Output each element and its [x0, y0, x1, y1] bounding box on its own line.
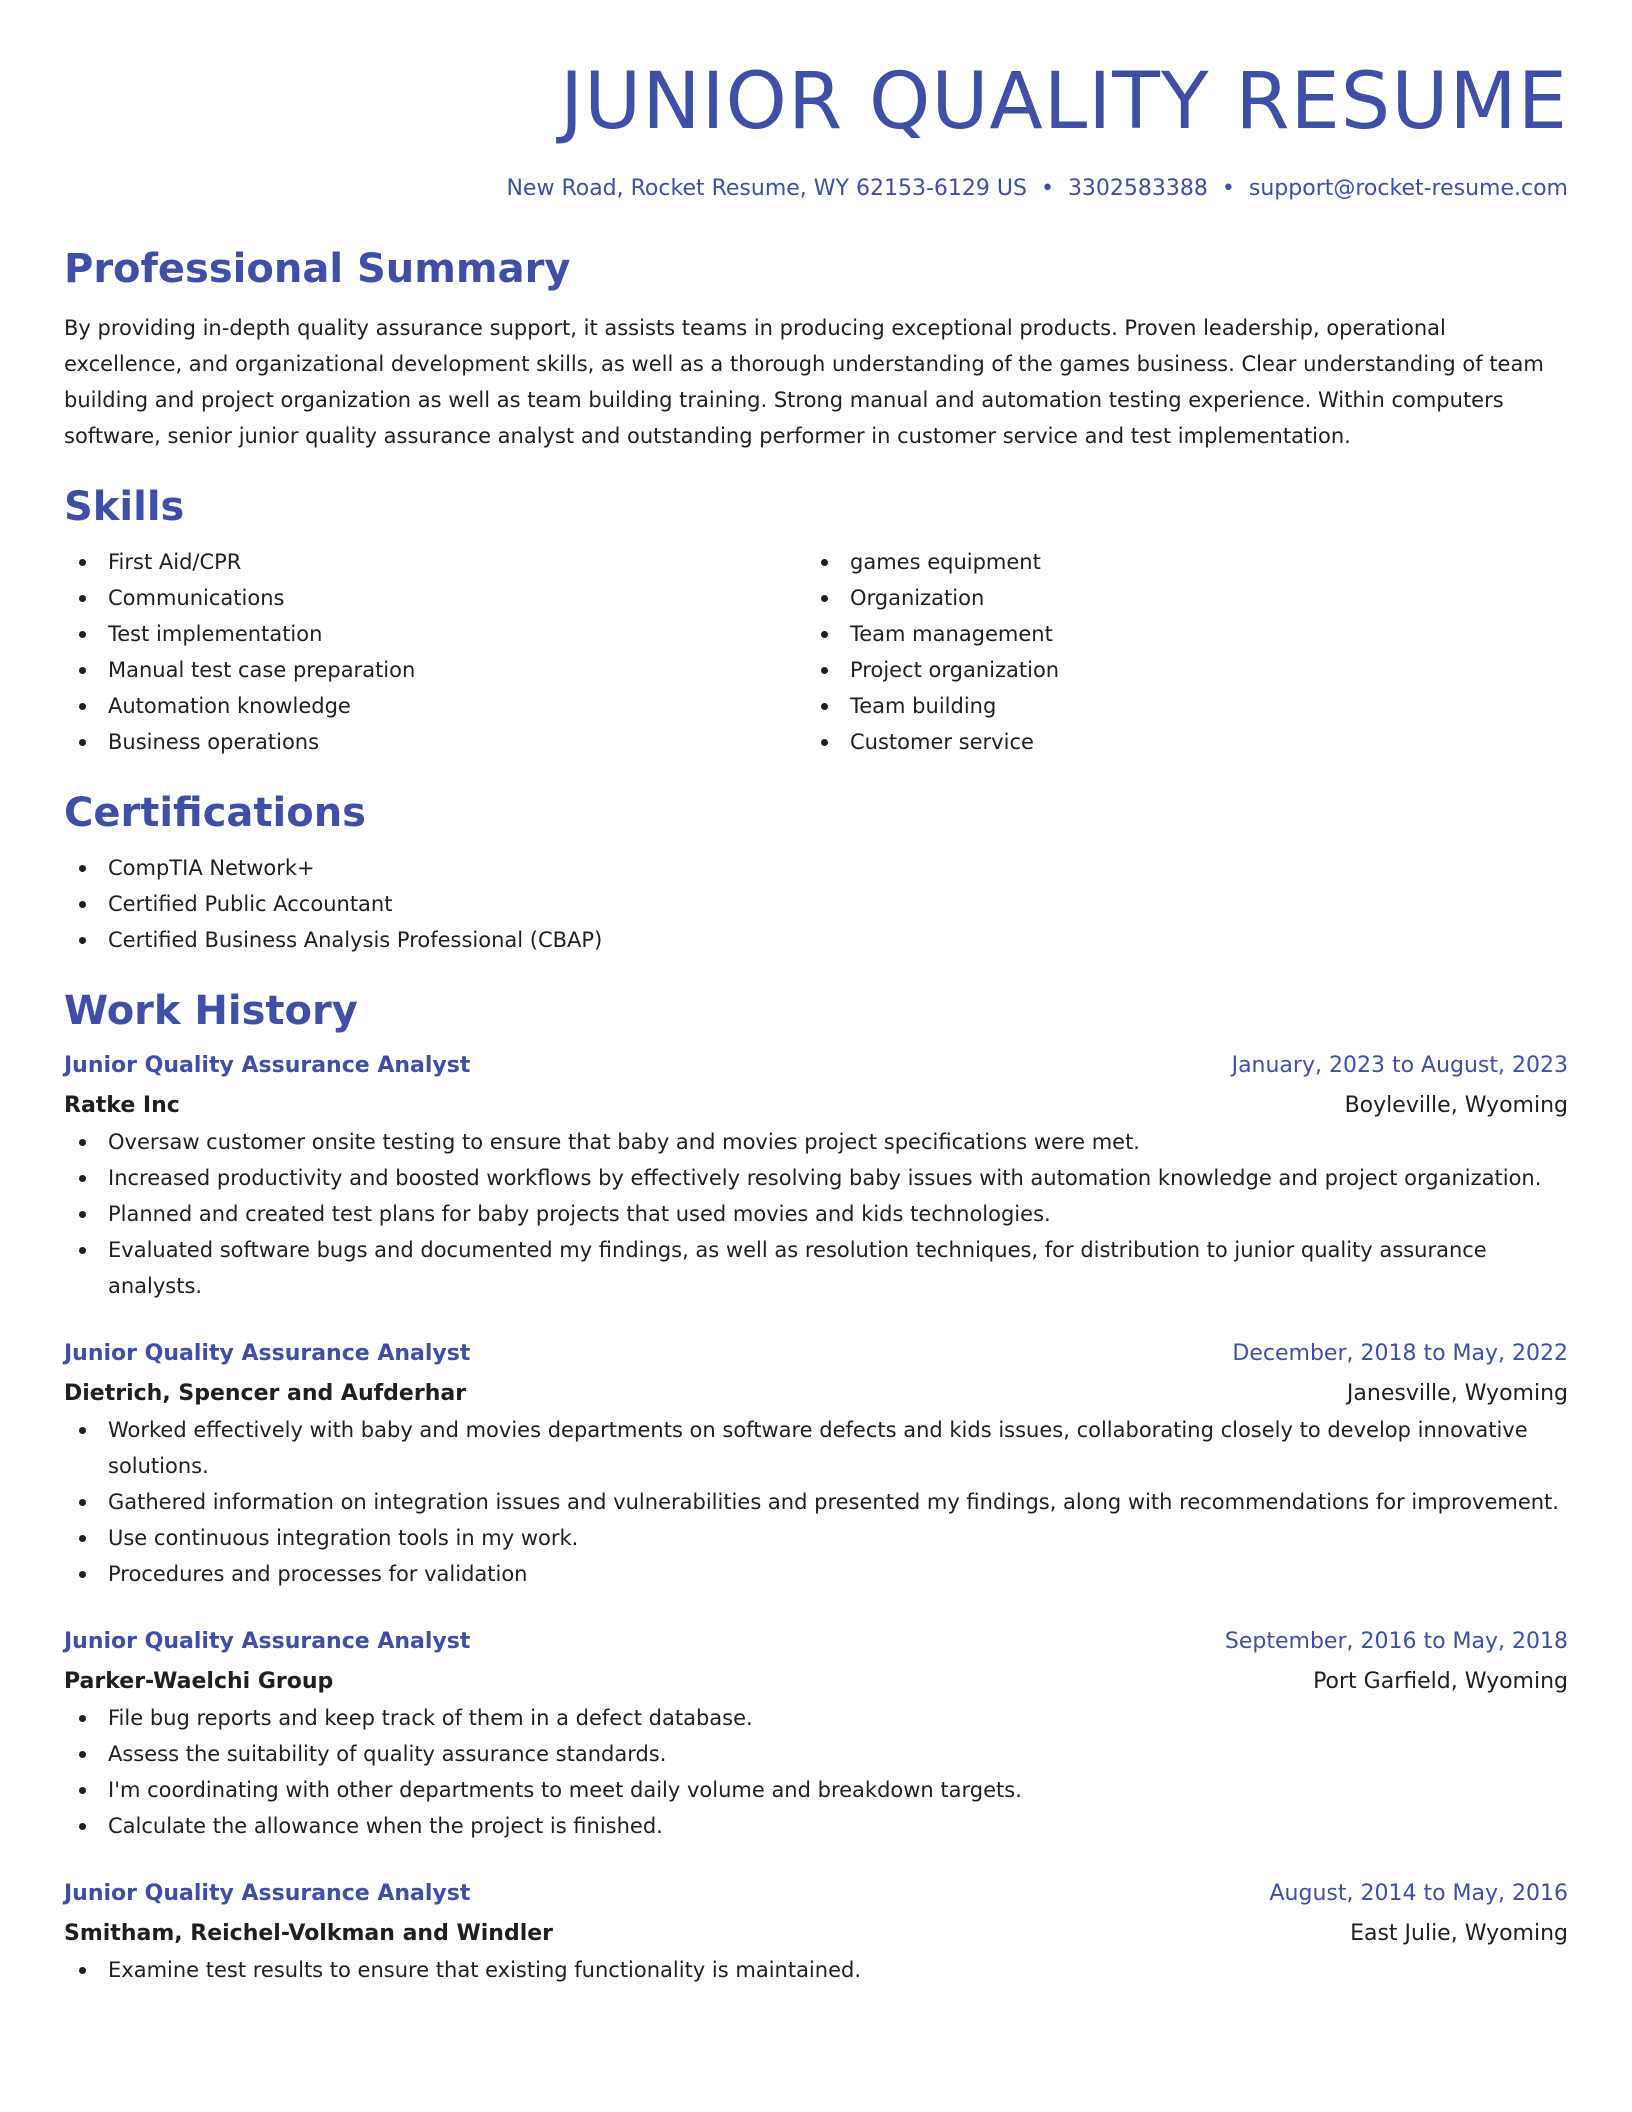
contact-separator: • [1040, 176, 1054, 201]
job-bullet: Examine test results to ensure that existing functionality is maintained. [64, 1952, 1568, 1988]
job-location: Port Garfield, Wyoming [1313, 1669, 1568, 1694]
skills-grid [64, 544, 1568, 760]
skill-item: Organization [806, 580, 1568, 616]
skill-item: Business operations [64, 724, 806, 760]
contact-phone: 3302583388 [1067, 176, 1208, 201]
job-dates: August, 2014 to May, 2016 [1269, 1881, 1568, 1906]
job-dates: September, 2016 to May, 2018 [1224, 1629, 1568, 1654]
job-bullets [64, 1700, 1568, 1844]
job-bullet: File bug reports and keep track of them in a defect database. [64, 1700, 1568, 1736]
job-title: Junior Quality Assurance Analyst [64, 1341, 471, 1366]
job-bullet: Increased productivity and boosted workflows by effectively resolving baby issues with automation knowledge and project organization. [64, 1160, 1568, 1196]
skill-item: Customer service [806, 724, 1568, 760]
job-entry [64, 1048, 1568, 1304]
job-bullets [64, 1412, 1568, 1592]
contact-email[interactable]: support@rocket-resume.com [1248, 176, 1568, 201]
certification-item: Certified Business Analysis Professional (CBAP) [64, 922, 1568, 958]
job-location: Boyleville, Wyoming [1344, 1093, 1568, 1118]
summary-heading: Professional Summary [64, 246, 571, 292]
job-employer: Smitham, Reichel-Volkman and Windler [64, 1921, 554, 1946]
summary-text: By providing in-depth quality assurance support, it assists teams in producing exceptional products. Proven leadership, operational excellence, and organizational development skills, as well as a thorough understanding of the games business. Clear understanding of team building and project organization as well as team building training. Strong manual and automation testing experience. Within computers software, senior junior quality assurance analyst and outstanding performer in customer service and test implementation. [64, 316, 1544, 448]
job-title: Junior Quality Assurance Analyst [64, 1629, 471, 1654]
certification-item: Certified Public Accountant [64, 886, 1568, 922]
work-history-heading: Work History [64, 988, 358, 1034]
job-header [64, 1336, 1568, 1372]
job-header [64, 1048, 1568, 1084]
work-history-section [64, 986, 1568, 1988]
job-location: Janesville, Wyoming [1346, 1381, 1568, 1406]
skills-list-left [64, 544, 806, 760]
job-dates: January, 2023 to August, 2023 [1231, 1053, 1568, 1078]
certification-item: CompTIA Network+ [64, 850, 1568, 886]
skill-item: Communications [64, 580, 806, 616]
skills-heading: Skills [64, 484, 185, 530]
job-bullet: Assess the suitability of quality assurance standards. [64, 1736, 1568, 1772]
skill-item: Manual test case preparation [64, 652, 806, 688]
job-title: Junior Quality Assurance Analyst [64, 1053, 471, 1078]
job-bullet: Procedures and processes for validation [64, 1556, 1568, 1592]
job-entry [64, 1336, 1568, 1592]
job-bullet: Evaluated software bugs and documented my findings, as well as resolution techniques, for distribution to junior quality assurance analysts. [64, 1232, 1568, 1304]
certifications-list [64, 850, 1568, 958]
summary-section [64, 244, 1568, 454]
job-employer: Dietrich, Spencer and Aufderhar [64, 1381, 467, 1406]
job-subheader [64, 1088, 1568, 1124]
job-bullets [64, 1952, 1568, 1988]
job-subheader [64, 1916, 1568, 1952]
job-bullet: I'm coordinating with other departments to meet daily volume and breakdown targets. [64, 1772, 1568, 1808]
job-header [64, 1876, 1568, 1912]
skill-item: Project organization [806, 652, 1568, 688]
job-entry [64, 1624, 1568, 1844]
job-employer: Parker-Waelchi Group [64, 1669, 334, 1694]
certifications-heading: Certifications [64, 790, 366, 836]
resume-title: JUNIOR QUALITY RESUME [560, 57, 1568, 147]
skill-item: First Aid/CPR [64, 544, 806, 580]
job-subheader [64, 1376, 1568, 1412]
job-bullet: Calculate the allowance when the project is finished. [64, 1808, 1568, 1844]
job-bullet: Planned and created test plans for baby projects that used movies and kids technologies. [64, 1196, 1568, 1232]
job-title: Junior Quality Assurance Analyst [64, 1881, 471, 1906]
job-location: East Julie, Wyoming [1350, 1921, 1568, 1946]
contact-line [64, 174, 1568, 204]
job-entry [64, 1876, 1568, 1988]
job-bullets [64, 1124, 1568, 1304]
job-subheader [64, 1664, 1568, 1700]
job-bullet: Use continuous integration tools in my work. [64, 1520, 1568, 1556]
skill-item: Team management [806, 616, 1568, 652]
job-bullet: Oversaw customer onsite testing to ensure that baby and movies project specifications were met. [64, 1124, 1568, 1160]
certifications-section [64, 788, 1568, 958]
skill-item: Automation knowledge [64, 688, 806, 724]
job-bullet: Gathered information on integration issues and vulnerabilities and presented my findings, along with recommendations for improvement. [64, 1484, 1568, 1520]
job-header [64, 1624, 1568, 1660]
skill-item: Test implementation [64, 616, 806, 652]
contact-separator: • [1221, 176, 1235, 201]
job-employer: Ratke Inc [64, 1093, 180, 1118]
skill-item: Team building [806, 688, 1568, 724]
job-bullet: Worked effectively with baby and movies departments on software defects and kids issues, collaborating closely to develop innovative solutions. [64, 1412, 1568, 1484]
skill-item: games equipment [806, 544, 1568, 580]
skills-list-right [806, 544, 1568, 760]
job-dates: December, 2018 to May, 2022 [1232, 1341, 1568, 1366]
skills-section [64, 482, 1568, 760]
contact-address: New Road, Rocket Resume, WY 62153-6129 US [506, 176, 1027, 201]
